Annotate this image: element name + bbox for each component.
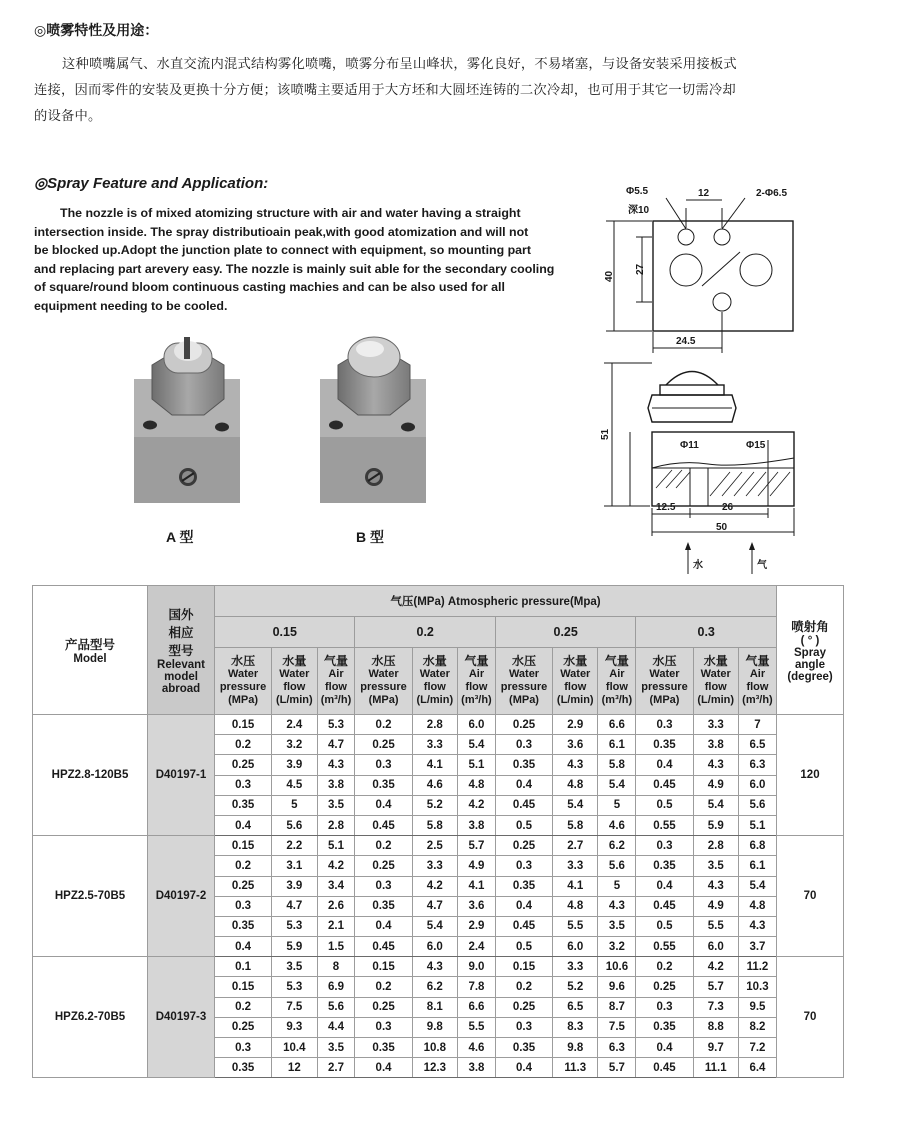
dim-depth: 深10 [628, 205, 650, 216]
data-cell: 5.3 [272, 916, 317, 936]
data-cell: 0.25 [355, 856, 412, 876]
data-cell: 0.35 [495, 876, 552, 896]
data-cell: 4.8 [738, 896, 776, 916]
dim-h51: 51 [600, 428, 611, 440]
data-cell: 9.0 [457, 957, 495, 977]
data-cell: 4.7 [412, 896, 457, 916]
data-cell: 0.25 [355, 735, 412, 755]
data-cell: 3.3 [412, 735, 457, 755]
data-cell: 3.1 [272, 856, 317, 876]
model-cell: HPZ2.5-70B5 [33, 836, 148, 957]
data-cell: 3.9 [272, 755, 317, 775]
atm-pressure-1: 0.2 [355, 617, 495, 648]
data-cell: 6.0 [412, 937, 457, 957]
data-cell: 5.4 [553, 795, 598, 815]
data-cell: 4.8 [553, 775, 598, 795]
sub-header-sub-water-flow: 水量 Water flow (L/min) [693, 648, 738, 715]
data-cell: 3.5 [317, 795, 355, 815]
data-cell: 8.2 [738, 1017, 776, 1037]
data-cell: 0.25 [215, 755, 272, 775]
dim-h40: 40 [604, 270, 615, 282]
data-cell: 3.3 [553, 957, 598, 977]
sub-header-sub-water-flow: 水量 Water flow (L/min) [272, 648, 317, 715]
abroad-model-cell: D40197-1 [148, 715, 215, 836]
abroad-model-cell: D40197-2 [148, 836, 215, 957]
data-cell: 0.4 [215, 815, 272, 835]
data-cell: 0.5 [495, 815, 552, 835]
data-cell: 0.4 [495, 896, 552, 916]
data-cell: 10.4 [272, 1038, 317, 1058]
data-cell: 9.8 [553, 1038, 598, 1058]
data-cell: 6.6 [598, 715, 636, 735]
data-cell: 0.5 [636, 795, 693, 815]
sub-header-sub-water-pressure: 水压 Water pressure (MPa) [215, 648, 272, 715]
data-cell: 6.6 [457, 997, 495, 1017]
data-cell: 2.1 [317, 916, 355, 936]
en-line: intersection inside. The spray distributioain peak,with good atomization and will not [34, 224, 529, 239]
data-cell: 0.4 [355, 916, 412, 936]
data-cell: 6.0 [693, 937, 738, 957]
data-cell: 7.8 [457, 977, 495, 997]
data-cell: 5.7 [457, 836, 495, 856]
data-cell: 5.7 [598, 1058, 636, 1078]
dim-w50: 50 [716, 522, 728, 533]
data-cell: 5.6 [738, 795, 776, 815]
sub-header-sub-water-pressure: 水压 Water pressure (MPa) [636, 648, 693, 715]
data-cell: 3.5 [693, 856, 738, 876]
data-cell: 0.25 [215, 876, 272, 896]
table-row [33, 715, 844, 735]
data-cell: 0.15 [215, 836, 272, 856]
data-cell: 0.35 [355, 896, 412, 916]
data-cell: 4.3 [553, 755, 598, 775]
data-cell: 0.45 [636, 775, 693, 795]
en-section-title: ◎Spray Feature and Application: [34, 175, 269, 192]
data-cell: 4.3 [598, 896, 636, 916]
data-cell: 10.8 [412, 1038, 457, 1058]
data-cell: 7.5 [598, 1017, 636, 1037]
photo-b-label: B 型 [356, 529, 384, 545]
sub-header-sub-air-flow: 气量 Air flow (m³/h) [457, 648, 495, 715]
photo-a-label: A 型 [166, 529, 194, 545]
spray-angle-cell: 120 [777, 715, 844, 836]
data-cell: 3.2 [598, 937, 636, 957]
data-cell: 0.3 [215, 896, 272, 916]
data-cell: 5.9 [693, 815, 738, 835]
en-paragraph [34, 204, 574, 316]
data-cell: 6.0 [738, 775, 776, 795]
data-cell: 5 [272, 795, 317, 815]
data-cell: 3.6 [457, 896, 495, 916]
data-cell: 0.25 [355, 997, 412, 1017]
data-cell: 4.8 [457, 775, 495, 795]
data-cell: 6.1 [598, 735, 636, 755]
data-cell: 8.7 [598, 997, 636, 1017]
data-cell: 5.8 [598, 755, 636, 775]
data-cell: 0.2 [355, 715, 412, 735]
data-cell: 0.3 [355, 876, 412, 896]
data-cell: 11.1 [693, 1058, 738, 1078]
data-cell: 0.3 [495, 735, 552, 755]
cn-line: 连接，因而零件的安装及更换十分方便；该喷嘴主要适用于大方坯和大圆坯连铸的二次冷却，也可用于其它一切需冷却 [34, 83, 736, 98]
data-cell: 6.9 [317, 977, 355, 997]
data-cell: 4.7 [317, 735, 355, 755]
data-cell: 0.2 [355, 836, 412, 856]
data-cell: 2.4 [457, 937, 495, 957]
data-cell: 0.45 [495, 795, 552, 815]
data-cell: 0.4 [355, 795, 412, 815]
col-angle-header: 喷射角 ( ° ) Spray angle (degree) [777, 586, 844, 715]
sub-header-sub-water-flow: 水量 Water flow (L/min) [412, 648, 457, 715]
data-cell: 4.2 [693, 957, 738, 977]
data-cell: 3.3 [553, 856, 598, 876]
data-cell: 6.3 [598, 1038, 636, 1058]
atm-pressure-3: 0.3 [636, 617, 777, 648]
data-cell: 4.5 [272, 775, 317, 795]
en-line: and replacing part arevery easy. The nozzle is mainly suit able for the secondary cooling [34, 261, 555, 276]
atm-pressure-header: 气压(MPa) Atmospheric pressure(Mpa) [215, 586, 777, 617]
en-line: The nozzle is of mixed atomizing structure with air and water having a straight [60, 206, 521, 220]
data-cell: 3.5 [317, 1038, 355, 1058]
data-cell: 0.35 [355, 1038, 412, 1058]
sub-header-sub-water-flow: 水量 Water flow (L/min) [553, 648, 598, 715]
data-cell: 0.45 [495, 916, 552, 936]
data-cell: 3.3 [693, 715, 738, 735]
data-cell: 2.2 [272, 836, 317, 856]
data-cell: 4.2 [317, 856, 355, 876]
data-cell: 5.8 [553, 815, 598, 835]
data-cell: 0.55 [636, 815, 693, 835]
data-cell: 0.25 [495, 836, 552, 856]
data-cell: 2.7 [553, 836, 598, 856]
sub-header-sub-air-flow: 气量 Air flow (m³/h) [317, 648, 355, 715]
cn-line: 这种喷嘴属气、水直交流内混式结构雾化喷嘴，喷雾分布呈山峰状，雾化良好，不易堵塞，与设备安装采用接板式 [62, 57, 737, 72]
data-cell: 11.2 [738, 957, 776, 977]
data-cell: 0.4 [215, 937, 272, 957]
data-cell: 2.9 [457, 916, 495, 936]
data-cell: 7.3 [693, 997, 738, 1017]
data-cell: 0.25 [495, 715, 552, 735]
data-cell: 3.8 [693, 735, 738, 755]
data-cell: 3.9 [272, 876, 317, 896]
data-cell: 3.5 [598, 916, 636, 936]
data-cell: 0.15 [215, 977, 272, 997]
sub-header-sub-air-flow: 气量 Air flow (m³/h) [598, 648, 636, 715]
data-cell: 0.4 [636, 1038, 693, 1058]
data-cell: 5.6 [272, 815, 317, 835]
data-cell: 0.4 [355, 1058, 412, 1078]
data-cell: 3.5 [272, 957, 317, 977]
data-cell: 11.3 [553, 1058, 598, 1078]
data-cell: 0.35 [215, 1058, 272, 1078]
data-cell: 4.2 [412, 876, 457, 896]
data-cell: 5.6 [317, 997, 355, 1017]
model-cell: HPZ2.8-120B5 [33, 715, 148, 836]
data-cell: 3.2 [272, 735, 317, 755]
dim-w26: 26 [722, 502, 734, 513]
data-cell: 0.4 [495, 1058, 552, 1078]
sub-header-sub-water-pressure: 水压 Water pressure (MPa) [355, 648, 412, 715]
data-cell: 5 [598, 795, 636, 815]
nozzle-photo-b [320, 335, 428, 505]
dim-hole-d55: Φ5.5 [626, 186, 649, 197]
data-cell: 0.45 [355, 937, 412, 957]
data-cell: 0.3 [215, 1038, 272, 1058]
data-cell: 5.7 [693, 977, 738, 997]
data-cell: 4.2 [457, 795, 495, 815]
data-cell: 9.5 [738, 997, 776, 1017]
dim-w125: 12.5 [656, 502, 676, 513]
dim-w245: 24.5 [676, 336, 696, 347]
data-cell: 3.4 [317, 876, 355, 896]
data-cell: 5.4 [412, 916, 457, 936]
nozzle-photo-a [134, 335, 242, 505]
cn-paragraph [34, 52, 868, 130]
data-cell: 2.8 [693, 836, 738, 856]
data-cell: 3.8 [457, 1058, 495, 1078]
atm-pressure-2: 0.25 [495, 617, 635, 648]
data-cell: 0.15 [215, 715, 272, 735]
data-cell: 2.9 [553, 715, 598, 735]
data-cell: 5.5 [693, 916, 738, 936]
data-cell: 5.5 [457, 1017, 495, 1037]
dim-w12: 12 [698, 188, 710, 199]
data-cell: 0.2 [215, 735, 272, 755]
data-cell: 0.3 [495, 1017, 552, 1037]
data-cell: 5.6 [598, 856, 636, 876]
data-cell: 5.5 [553, 916, 598, 936]
data-cell: 5.2 [553, 977, 598, 997]
data-cell: 0.4 [636, 755, 693, 775]
data-cell: 4.7 [272, 896, 317, 916]
data-cell: 5.3 [317, 715, 355, 735]
data-cell: 2.5 [412, 836, 457, 856]
data-cell: 6.0 [553, 937, 598, 957]
data-cell: 0.3 [355, 755, 412, 775]
data-cell: 0.3 [636, 997, 693, 1017]
en-line: be blocked up.Adopt the junction plate to connect with equipment, so mounting part [34, 243, 531, 258]
data-cell: 9.3 [272, 1017, 317, 1037]
data-cell: 0.35 [215, 916, 272, 936]
data-cell: 5.2 [412, 795, 457, 815]
data-cell: 4.9 [693, 896, 738, 916]
data-cell: 0.15 [355, 957, 412, 977]
data-cell: 7 [738, 715, 776, 735]
data-cell: 0.4 [636, 876, 693, 896]
spec-table [32, 585, 844, 1078]
data-cell: 0.3 [636, 836, 693, 856]
data-cell: 0.35 [495, 755, 552, 775]
data-cell: 0.2 [215, 856, 272, 876]
data-cell: 6.0 [457, 715, 495, 735]
data-cell: 4.3 [412, 957, 457, 977]
data-cell: 7.2 [738, 1038, 776, 1058]
data-cell: 8.8 [693, 1017, 738, 1037]
data-cell: 2.8 [412, 715, 457, 735]
data-cell: 0.35 [636, 856, 693, 876]
col-model-header: 产品型号 Model [33, 586, 148, 715]
en-line: equipment needing to be cooled. [34, 298, 228, 313]
data-cell: 7.5 [272, 997, 317, 1017]
data-cell: 8.1 [412, 997, 457, 1017]
technical-drawing [590, 178, 830, 578]
data-cell: 12 [272, 1058, 317, 1078]
atm-pressure-0: 0.15 [215, 617, 355, 648]
data-cell: 4.1 [412, 755, 457, 775]
table-row [33, 836, 844, 856]
data-cell: 0.3 [215, 775, 272, 795]
data-cell: 6.3 [738, 755, 776, 775]
data-cell: 0.55 [636, 937, 693, 957]
data-cell: 0.45 [636, 896, 693, 916]
data-cell: 4.4 [317, 1017, 355, 1037]
data-cell: 2.7 [317, 1058, 355, 1078]
data-cell: 5.9 [272, 937, 317, 957]
dim-h27: 27 [635, 263, 646, 275]
data-cell: 5.4 [738, 876, 776, 896]
data-cell: 4.3 [693, 755, 738, 775]
data-cell: 0.45 [355, 815, 412, 835]
spray-angle-cell: 70 [777, 957, 844, 1078]
data-cell: 0.2 [355, 977, 412, 997]
dim-d15: Φ15 [746, 440, 766, 451]
data-cell: 0.5 [495, 937, 552, 957]
data-cell: 5.1 [738, 815, 776, 835]
dim-d11: Φ11 [680, 440, 699, 451]
data-cell: 3.7 [738, 937, 776, 957]
data-cell: 0.35 [355, 775, 412, 795]
data-cell: 5.1 [317, 836, 355, 856]
dim-hole-d65: 2-Φ6.5 [756, 188, 788, 199]
data-cell: 2.6 [317, 896, 355, 916]
data-cell: 0.25 [636, 977, 693, 997]
data-cell: 4.1 [553, 876, 598, 896]
data-cell: 0.35 [636, 735, 693, 755]
table-row [33, 957, 844, 977]
data-cell: 4.6 [412, 775, 457, 795]
data-cell: 8.3 [553, 1017, 598, 1037]
data-cell: 6.5 [553, 997, 598, 1017]
sub-header-sub-air-flow: 气量 Air flow (m³/h) [738, 648, 776, 715]
abroad-model-cell: D40197-3 [148, 957, 215, 1078]
data-cell: 4.6 [457, 1038, 495, 1058]
data-cell: 6.1 [738, 856, 776, 876]
data-cell: 3.3 [412, 856, 457, 876]
data-cell: 0.2 [495, 977, 552, 997]
data-cell: 4.1 [457, 876, 495, 896]
data-cell: 0.25 [215, 1017, 272, 1037]
data-cell: 0.35 [636, 1017, 693, 1037]
inlet-water-label: 水 [693, 560, 703, 571]
data-cell: 3.8 [317, 775, 355, 795]
data-cell: 6.2 [412, 977, 457, 997]
data-cell: 0.5 [636, 916, 693, 936]
data-cell: 0.45 [636, 1058, 693, 1078]
data-cell: 5.4 [457, 735, 495, 755]
data-cell: 10.3 [738, 977, 776, 997]
spray-angle-cell: 70 [777, 836, 844, 957]
data-cell: 0.3 [495, 856, 552, 876]
data-cell: 5.3 [272, 977, 317, 997]
data-cell: 0.4 [495, 775, 552, 795]
data-cell: 9.6 [598, 977, 636, 997]
data-cell: 4.3 [738, 916, 776, 936]
data-cell: 6.8 [738, 836, 776, 856]
data-cell: 0.35 [495, 1038, 552, 1058]
data-cell: 0.1 [215, 957, 272, 977]
data-cell: 4.3 [693, 876, 738, 896]
inlet-air-label: 气 [757, 560, 767, 571]
data-cell: 9.7 [693, 1038, 738, 1058]
cn-section-title: ◎喷雾特性及用途： [34, 23, 159, 39]
en-line: of square/round bloom continuous casting machies and can be also used for all [34, 280, 505, 295]
data-cell: 4.8 [553, 896, 598, 916]
data-cell: 5.4 [693, 795, 738, 815]
data-cell: 12.3 [412, 1058, 457, 1078]
data-cell: 10.6 [598, 957, 636, 977]
data-cell: 0.2 [215, 997, 272, 1017]
data-cell: 0.3 [355, 1017, 412, 1037]
data-cell: 0.25 [495, 997, 552, 1017]
data-cell: 1.5 [317, 937, 355, 957]
data-cell: 4.9 [693, 775, 738, 795]
data-cell: 8 [317, 957, 355, 977]
data-cell: 0.3 [636, 715, 693, 735]
data-cell: 0.35 [215, 795, 272, 815]
cn-line: 的设备中。 [34, 109, 102, 124]
data-cell: 3.6 [553, 735, 598, 755]
col-abroad-header: 国外 相应 型号 Relevant model abroad [148, 586, 215, 715]
data-cell: 5.8 [412, 815, 457, 835]
data-cell: 3.8 [457, 815, 495, 835]
data-cell: 2.4 [272, 715, 317, 735]
data-cell: 5.4 [598, 775, 636, 795]
data-cell: 0.2 [636, 957, 693, 977]
data-cell: 4.6 [598, 815, 636, 835]
data-cell: 6.2 [598, 836, 636, 856]
model-cell: HPZ6.2-70B5 [33, 957, 148, 1078]
data-cell: 0.15 [495, 957, 552, 977]
data-cell: 5 [598, 876, 636, 896]
data-cell: 4.3 [317, 755, 355, 775]
data-cell: 2.8 [317, 815, 355, 835]
data-cell: 4.9 [457, 856, 495, 876]
data-cell: 9.8 [412, 1017, 457, 1037]
sub-header-sub-water-pressure: 水压 Water pressure (MPa) [495, 648, 552, 715]
data-cell: 6.5 [738, 735, 776, 755]
data-cell: 5.1 [457, 755, 495, 775]
data-cell: 6.4 [738, 1058, 776, 1078]
